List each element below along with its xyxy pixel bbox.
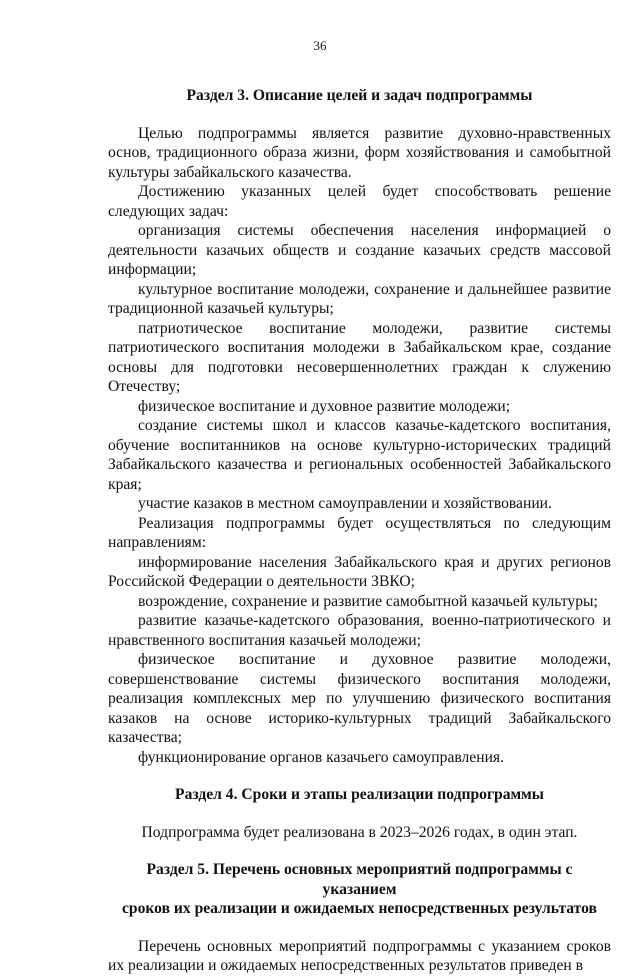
task-item-information: организация системы обеспечения населения информацией о деятельности казачьих обществ и создание казачьих средств массовой информации; <box>108 222 611 278</box>
section-5-text: Перечень основных мероприятий подпрограммы с указанием сроков их реализации и ожидаемых непосредственных результатов приведен в <box>108 937 611 974</box>
section-3-paragraph-tasks-intro: Достижению указанных целей будет способствовать решение следующих задач: <box>108 183 611 220</box>
section-3-heading: Раздел 3. Описание целей и задач подпрограммы <box>186 87 533 104</box>
direction-item-informing: информирование населения Забайкальского края и других регионов Российской Федерации о деятельности ЗВКО; <box>108 553 611 590</box>
task-item-cadet-schools: создание системы школ и классов казачье-кадетского воспитания, обучение воспитанников на основе культурно-исторических традиций Забайкальского казачества и региональных особенностей Забайкальского края; <box>108 417 611 493</box>
section-3-paragraph-goal: Целью подпрограммы является развитие духовно-нравственных основ, традиционного образа жизни, форм хозяйствования и самобытной культуры забайкальского казачества. <box>108 124 611 181</box>
direction-item-culture-revival: возрождение, сохранение и развитие самобытной казачьей культуры; <box>138 592 598 610</box>
direction-item-physical-education: физическое воспитание и духовное развитие молодежи, совершенствование системы физического воспитания молодежи, реализация комплексных мер по улучшению физического воспитания казаков на основе историко-культурных традиций Забайкальского казачества; <box>108 651 611 746</box>
document-body <box>108 86 611 976</box>
direction-item-self-government-bodies: функционирование органов казачьего самоуправления. <box>138 748 504 766</box>
task-item-patriotic: патриотическое воспитание молодежи, развитие системы патриотического воспитания молодежи в Забайкальском крае, создание основы для подготовки несовершеннолетних граждан к служению Отечеству; <box>108 319 611 395</box>
task-item-physical: физическое воспитание и духовное развитие молодежи; <box>138 397 511 415</box>
page-number: 36 <box>313 38 327 53</box>
section-5-heading-line-1: Раздел 5. Перечень основных мероприятий подпрограммы с указанием <box>146 861 573 898</box>
task-item-culture: культурное воспитание молодежи, сохранение и дальнейшее развитие традиционной казачьей культуры; <box>108 280 611 317</box>
section-4-heading: Раздел 4. Сроки и этапы реализации подпрограммы <box>175 786 544 803</box>
section-5-heading <box>108 860 611 919</box>
section-4-text: Подпрограмма будет реализована в 2023–2026 годах, в один этап. <box>141 823 578 841</box>
section-3-paragraph-directions-intro: Реализация подпрограммы будет осуществляться по следующим направлениям: <box>108 514 611 551</box>
task-item-self-government: участие казаков в местном самоуправлении и хозяйствовании. <box>138 495 552 512</box>
direction-item-cadet-education: развитие казачье-кадетского образования, военно-патриотического и нравственного воспитания казачьей молодежи; <box>108 612 611 649</box>
section-5-heading-line-2: сроков их реализации и ожидаемых непосредственных результатов <box>122 900 597 917</box>
